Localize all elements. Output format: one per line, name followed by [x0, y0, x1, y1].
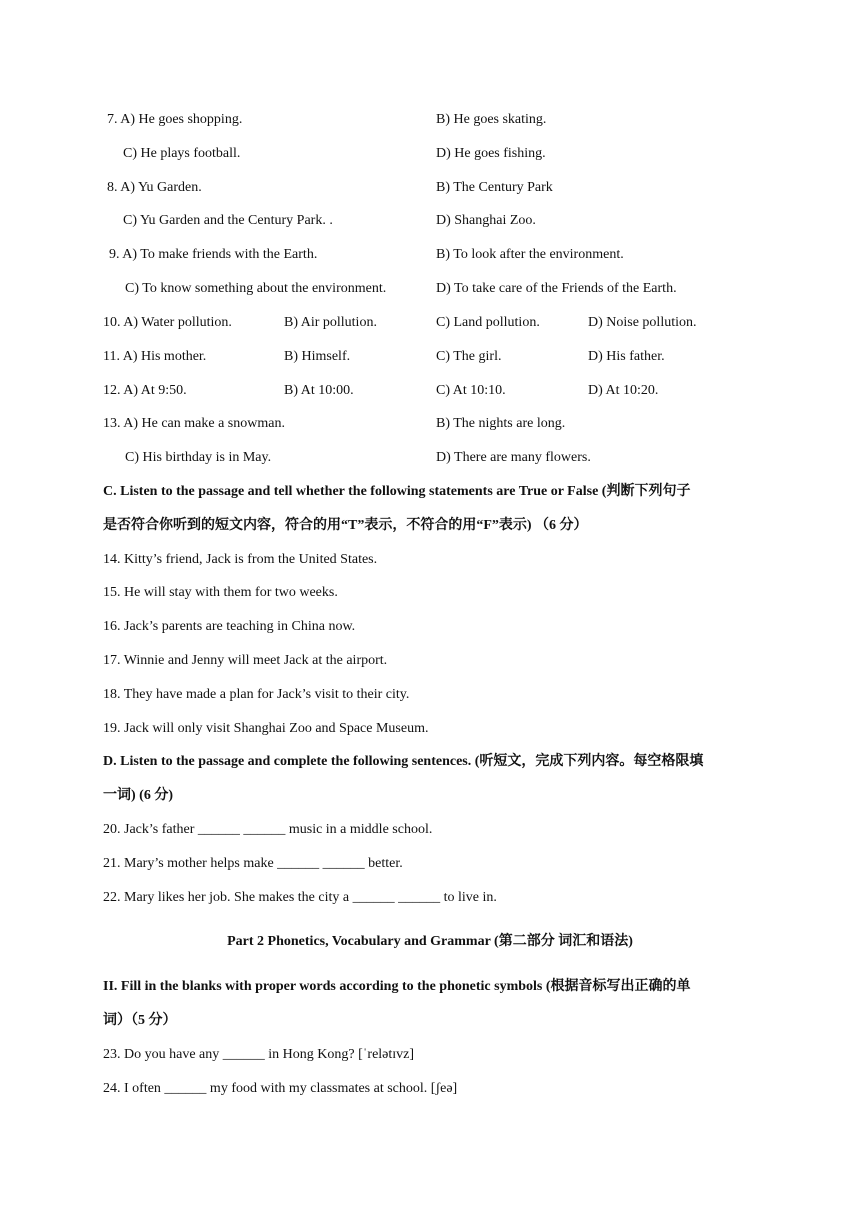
statement-15: 15. He will stay with them for two weeks. — [103, 585, 338, 600]
section-c-heading-cont: 是否符合你听到的短文内容，符合的用“T”表示，不符合的用“F”表示) （6 分） — [103, 518, 588, 533]
q7-option-c: C) He plays football. — [123, 146, 241, 161]
q7-option-d: D) He goes fishing. — [436, 146, 546, 161]
q12-option-a: 12. A) At 9:50. — [103, 383, 187, 398]
statement-19: 19. Jack will only visit Shanghai Zoo and Space Museum. — [103, 721, 429, 736]
q12-option-b: B) At 10:00. — [284, 383, 354, 398]
section-c-heading: C. Listen to the passage and tell whether the following statements are True or False (判断下列句子 — [103, 484, 691, 499]
q9-option-b: B) To look after the environment. — [436, 247, 624, 262]
statement-17: 17. Winnie and Jenny will meet Jack at the airport. — [103, 653, 388, 668]
q7-option-b: B) He goes skating. — [436, 112, 547, 127]
q8-option-a: 8. A) Yu Garden. — [107, 180, 202, 195]
q13-option-b: B) The nights are long. — [436, 416, 566, 431]
q8-option-b: B) The Century Park — [436, 180, 553, 195]
sentence-21: 21. Mary’s mother helps make ______ ______ better. — [103, 856, 403, 871]
q12-option-c: C) At 10:10. — [436, 383, 506, 398]
q8-option-c: C) Yu Garden and the Century Park. . — [123, 213, 333, 228]
q11-option-b: B) Himself. — [284, 349, 351, 364]
q7-option-a: 7. A) He goes shopping. — [107, 112, 243, 127]
q13-option-c: C) His birthday is in May. — [125, 450, 272, 465]
statement-18: 18. They have made a plan for Jack’s visit to their city. — [103, 687, 410, 702]
q13-option-d: D) There are many flowers. — [436, 450, 591, 465]
q13-option-a: 13. A) He can make a snowman. — [103, 416, 285, 431]
question-24: 24. I often ______ my food with my classmates at school. [ʃeə] — [103, 1081, 458, 1096]
q11-option-c: C) The girl. — [436, 349, 502, 364]
section-d-heading-cont: 一词) (6 分) — [103, 788, 173, 803]
q11-option-a: 11. A) His mother. — [103, 349, 207, 364]
question-23: 23. Do you have any ______ in Hong Kong? [ˈrelətɪvz] — [103, 1047, 415, 1062]
section-ii-heading: II. Fill in the blanks with proper words according to the phonetic symbols (根据音标写出正确的单 — [103, 979, 691, 994]
statement-16: 16. Jack’s parents are teaching in China now. — [103, 619, 356, 634]
q10-option-d: D) Noise pollution. — [588, 315, 697, 330]
section-ii-heading-cont: 词）（5 分） — [103, 1013, 177, 1028]
q11-option-d: D) His father. — [588, 349, 665, 364]
q12-option-d: D) At 10:20. — [588, 383, 659, 398]
q9-option-a: 9. A) To make friends with the Earth. — [109, 247, 318, 262]
q9-option-d: D) To take care of the Friends of the Earth. — [436, 281, 677, 296]
q10-option-c: C) Land pollution. — [436, 315, 540, 330]
q8-option-d: D) Shanghai Zoo. — [436, 213, 536, 228]
q9-option-c: C) To know something about the environment. — [125, 281, 387, 296]
q10-option-b: B) Air pollution. — [284, 315, 377, 330]
part-2-heading: Part 2 Phonetics, Vocabulary and Grammar (第二部分 词汇和语法) — [227, 934, 633, 949]
q10-option-a: 10. A) Water pollution. — [103, 315, 232, 330]
sentence-20: 20. Jack’s father ______ ______ music in a middle school. — [103, 822, 433, 837]
section-d-heading: D. Listen to the passage and complete the following sentences. (听短文，完成下列内容。每空格限填 — [103, 754, 704, 769]
sentence-22: 22. Mary likes her job. She makes the city a ______ ______ to live in. — [103, 890, 497, 905]
statement-14: 14. Kitty’s friend, Jack is from the United States. — [103, 552, 378, 567]
